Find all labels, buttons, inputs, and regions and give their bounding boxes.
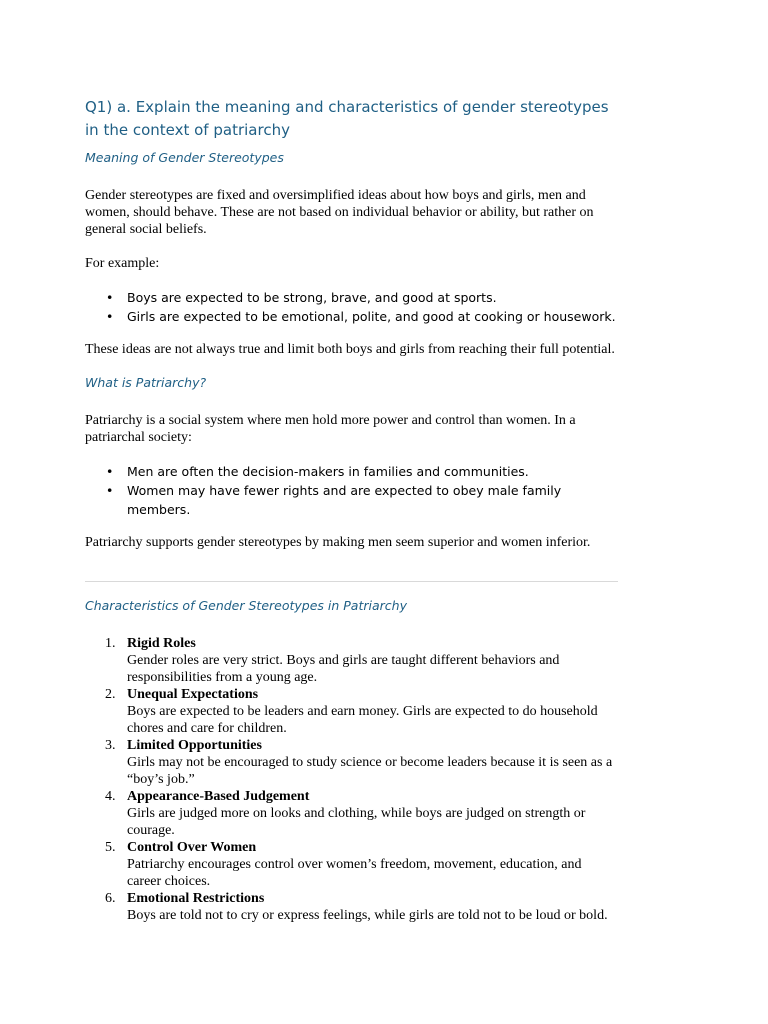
- list-number: 2.: [105, 687, 116, 702]
- meaning-heading: Meaning of Gender Stereotypes: [85, 150, 284, 165]
- question-title: Q1) a. Explain the meaning and characteristics of gender stereotypes in the context of patriarchy: [85, 98, 609, 139]
- list-item-text: Boys are expected to be strong, brave, and good at sports.: [127, 290, 497, 305]
- list-number: 1.: [105, 636, 116, 651]
- item-description: Boys are told not to cry or express feelings, while girls are told not to be loud or bold.: [127, 908, 608, 923]
- list-number: 3.: [105, 738, 116, 753]
- examples-list: [85, 288, 618, 326]
- list-item-text: Women may have fewer rights and are expected to obey male family members.: [127, 483, 562, 517]
- meaning-paragraph: Gender stereotypes are fixed and oversimplified ideas about how boys and girls, men and women, should behave. These are not based on individual behavior or ability, but rather on general social beliefs.: [85, 188, 594, 237]
- item-heading: Appearance-Based Judgement: [127, 789, 310, 804]
- example-intro: For example:: [85, 256, 160, 271]
- list-number: 5.: [105, 840, 116, 855]
- item-description: Gender roles are very strict. Boys and girls are taught different behaviors and responsibilities from a young age.: [127, 653, 560, 685]
- list-item: [85, 462, 618, 481]
- list-item: [85, 890, 618, 924]
- list-item: [85, 686, 618, 737]
- list-item: [85, 788, 618, 839]
- bullet-icon: •: [106, 464, 114, 479]
- item-heading: Control Over Women: [127, 840, 257, 855]
- item-description: Girls are judged more on looks and clothing, while boys are judged on strength or courage.: [127, 806, 586, 838]
- meaning-closing: These ideas are not always true and limit both boys and girls from reaching their full potential.: [85, 342, 615, 357]
- characteristics-heading: Characteristics of Gender Stereotypes in Patriarchy: [85, 598, 407, 613]
- list-item: [85, 481, 618, 519]
- patriarchy-closing: Patriarchy supports gender stereotypes by making men seem superior and women inferior.: [85, 535, 591, 550]
- item-heading: Emotional Restrictions: [127, 891, 265, 906]
- item-heading: Rigid Roles: [127, 636, 196, 651]
- list-item-text: Girls are expected to be emotional, polite, and good at cooking or housework.: [127, 309, 616, 324]
- bullet-icon: •: [106, 290, 114, 305]
- item-description: Boys are expected to be leaders and earn money. Girls are expected to do household chores and care for children.: [127, 704, 598, 736]
- item-description: Patriarchy encourages control over women’s freedom, movement, education, and career choices.: [127, 857, 582, 889]
- list-item: [85, 635, 618, 686]
- item-description: Girls may not be encouraged to study science or become leaders because it is seen as a “boy’s job.”: [127, 755, 613, 787]
- list-number: 6.: [105, 891, 116, 906]
- characteristics-list: [85, 635, 618, 924]
- bullet-icon: •: [106, 309, 114, 324]
- bullet-icon: •: [106, 483, 114, 498]
- patriarchy-paragraph: Patriarchy is a social system where men hold more power and control than women. In a patriarchal society:: [85, 413, 576, 445]
- list-item: [85, 288, 618, 307]
- document-page: [85, 96, 618, 924]
- list-item: [85, 839, 618, 890]
- item-heading: Unequal Expectations: [127, 687, 259, 702]
- list-item: [85, 737, 618, 788]
- item-heading: Limited Opportunities: [127, 738, 262, 753]
- list-item-text: Men are often the decision-makers in families and communities.: [127, 464, 529, 479]
- patriarchy-heading: What is Patriarchy?: [85, 375, 207, 390]
- list-number: 4.: [105, 789, 116, 804]
- list-item: [85, 307, 618, 326]
- patriarchy-list: [85, 462, 618, 519]
